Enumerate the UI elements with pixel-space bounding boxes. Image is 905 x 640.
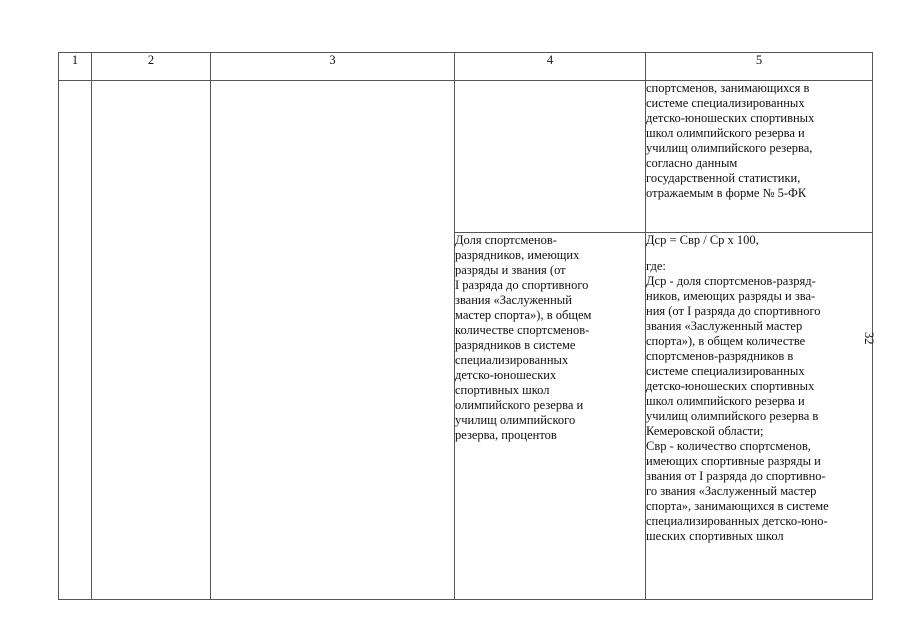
- row-col-1: [59, 81, 92, 600]
- row-col-2: [92, 81, 211, 600]
- formula-legend: где: Дср - доля спортсменов-разряд- ников, имеющих разряды и зва- ния (от I разряда до спортивного звания «Заслуженный мастер спорта»), в общем количестве спортсменов-разрядников в системе специализированных детско-юношеских спортивных школ олимпийского резерва и училищ олимпийского резерва в Кемеровской области; Свр - количество спортсменов, имеющих спортивные разряды и звания от I разряда до спортивно- го звания «Заслуженный мастер спорта», занимающихся в системе специализированных детско-юно- шеских спортивных школ: [646, 259, 829, 543]
- header-col-2: 2: [92, 53, 211, 81]
- calculation-method-cell: [646, 233, 873, 600]
- page-number: 32: [862, 332, 876, 345]
- document-table: [58, 52, 873, 600]
- table-row: [59, 81, 873, 233]
- row1-col-5: спортсменов, занимающихся в системе специализированных детско-юношеских спортивных школ олимпийского резерва и училищ олимпийского резерва, согласно данным государственной статистики, отражаемым в форме № 5-ФК: [646, 81, 873, 233]
- formula-text: Дср = Свр / Ср х 100,: [646, 233, 759, 247]
- header-col-5: 5: [646, 53, 873, 81]
- header-row: [59, 53, 873, 81]
- header-col-1: 1: [59, 53, 92, 81]
- row-col-3: [211, 81, 455, 600]
- header-col-4: 4: [455, 53, 646, 81]
- indicator-name-cell: Доля спортсменов- разрядников, имеющих разряды и звания (от I разряда до спортивного звания «Заслуженный мастер спорта»), в общем количестве спортсменов- разрядников в системе специализированных детско-юношеских спортивных школ олимпийского резерва и училищ олимпийского резерва, процентов: [455, 233, 646, 600]
- header-col-3: 3: [211, 53, 455, 81]
- row1-col-4: [455, 81, 646, 233]
